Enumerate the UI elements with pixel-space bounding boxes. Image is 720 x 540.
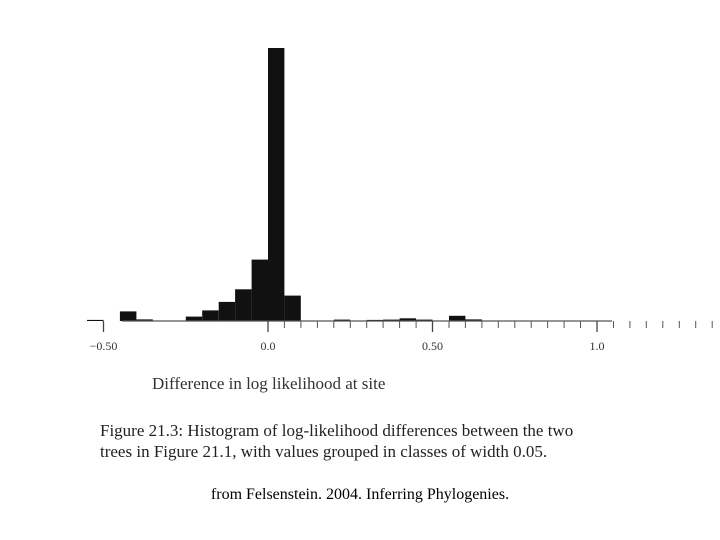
histogram-bars [87, 48, 720, 321]
histogram-bar-9 [284, 296, 300, 321]
x-tick-label-2: 0.50 [422, 339, 443, 353]
x-tick-label-3: 1.0 [589, 339, 605, 353]
caption-line-2: trees in Figure 21.1, with values grouped in classes of width 0.05. [100, 442, 548, 461]
histogram-bar-0 [87, 320, 104, 321]
histogram-bar-5 [219, 302, 235, 321]
figure-caption [100, 420, 660, 462]
x-axis-label: Difference in log likelihood at site [152, 374, 386, 393]
source-credit: from Felsenstein. 2004. Inferring Phylogenies. [210, 486, 510, 503]
histogram-bar-7 [252, 260, 268, 321]
caption-line-1: Figure 21.3: Histogram of log-likelihood differences between the two [100, 421, 574, 440]
histogram-bar-6 [235, 289, 252, 321]
histogram-bar-3 [186, 317, 202, 321]
x-tick-label-0: −0.50 [89, 339, 118, 353]
histogram-bar-15 [449, 316, 465, 321]
histogram-bar-8 [268, 48, 284, 321]
x-axis-minor-ticks [284, 321, 720, 328]
x-axis-major-ticks [104, 321, 720, 332]
x-axis-tick-labels [90, 339, 720, 353]
histogram-bar-4 [202, 310, 218, 321]
x-tick-label-1: 0.0 [260, 339, 276, 353]
histogram-bar-1 [120, 311, 136, 321]
